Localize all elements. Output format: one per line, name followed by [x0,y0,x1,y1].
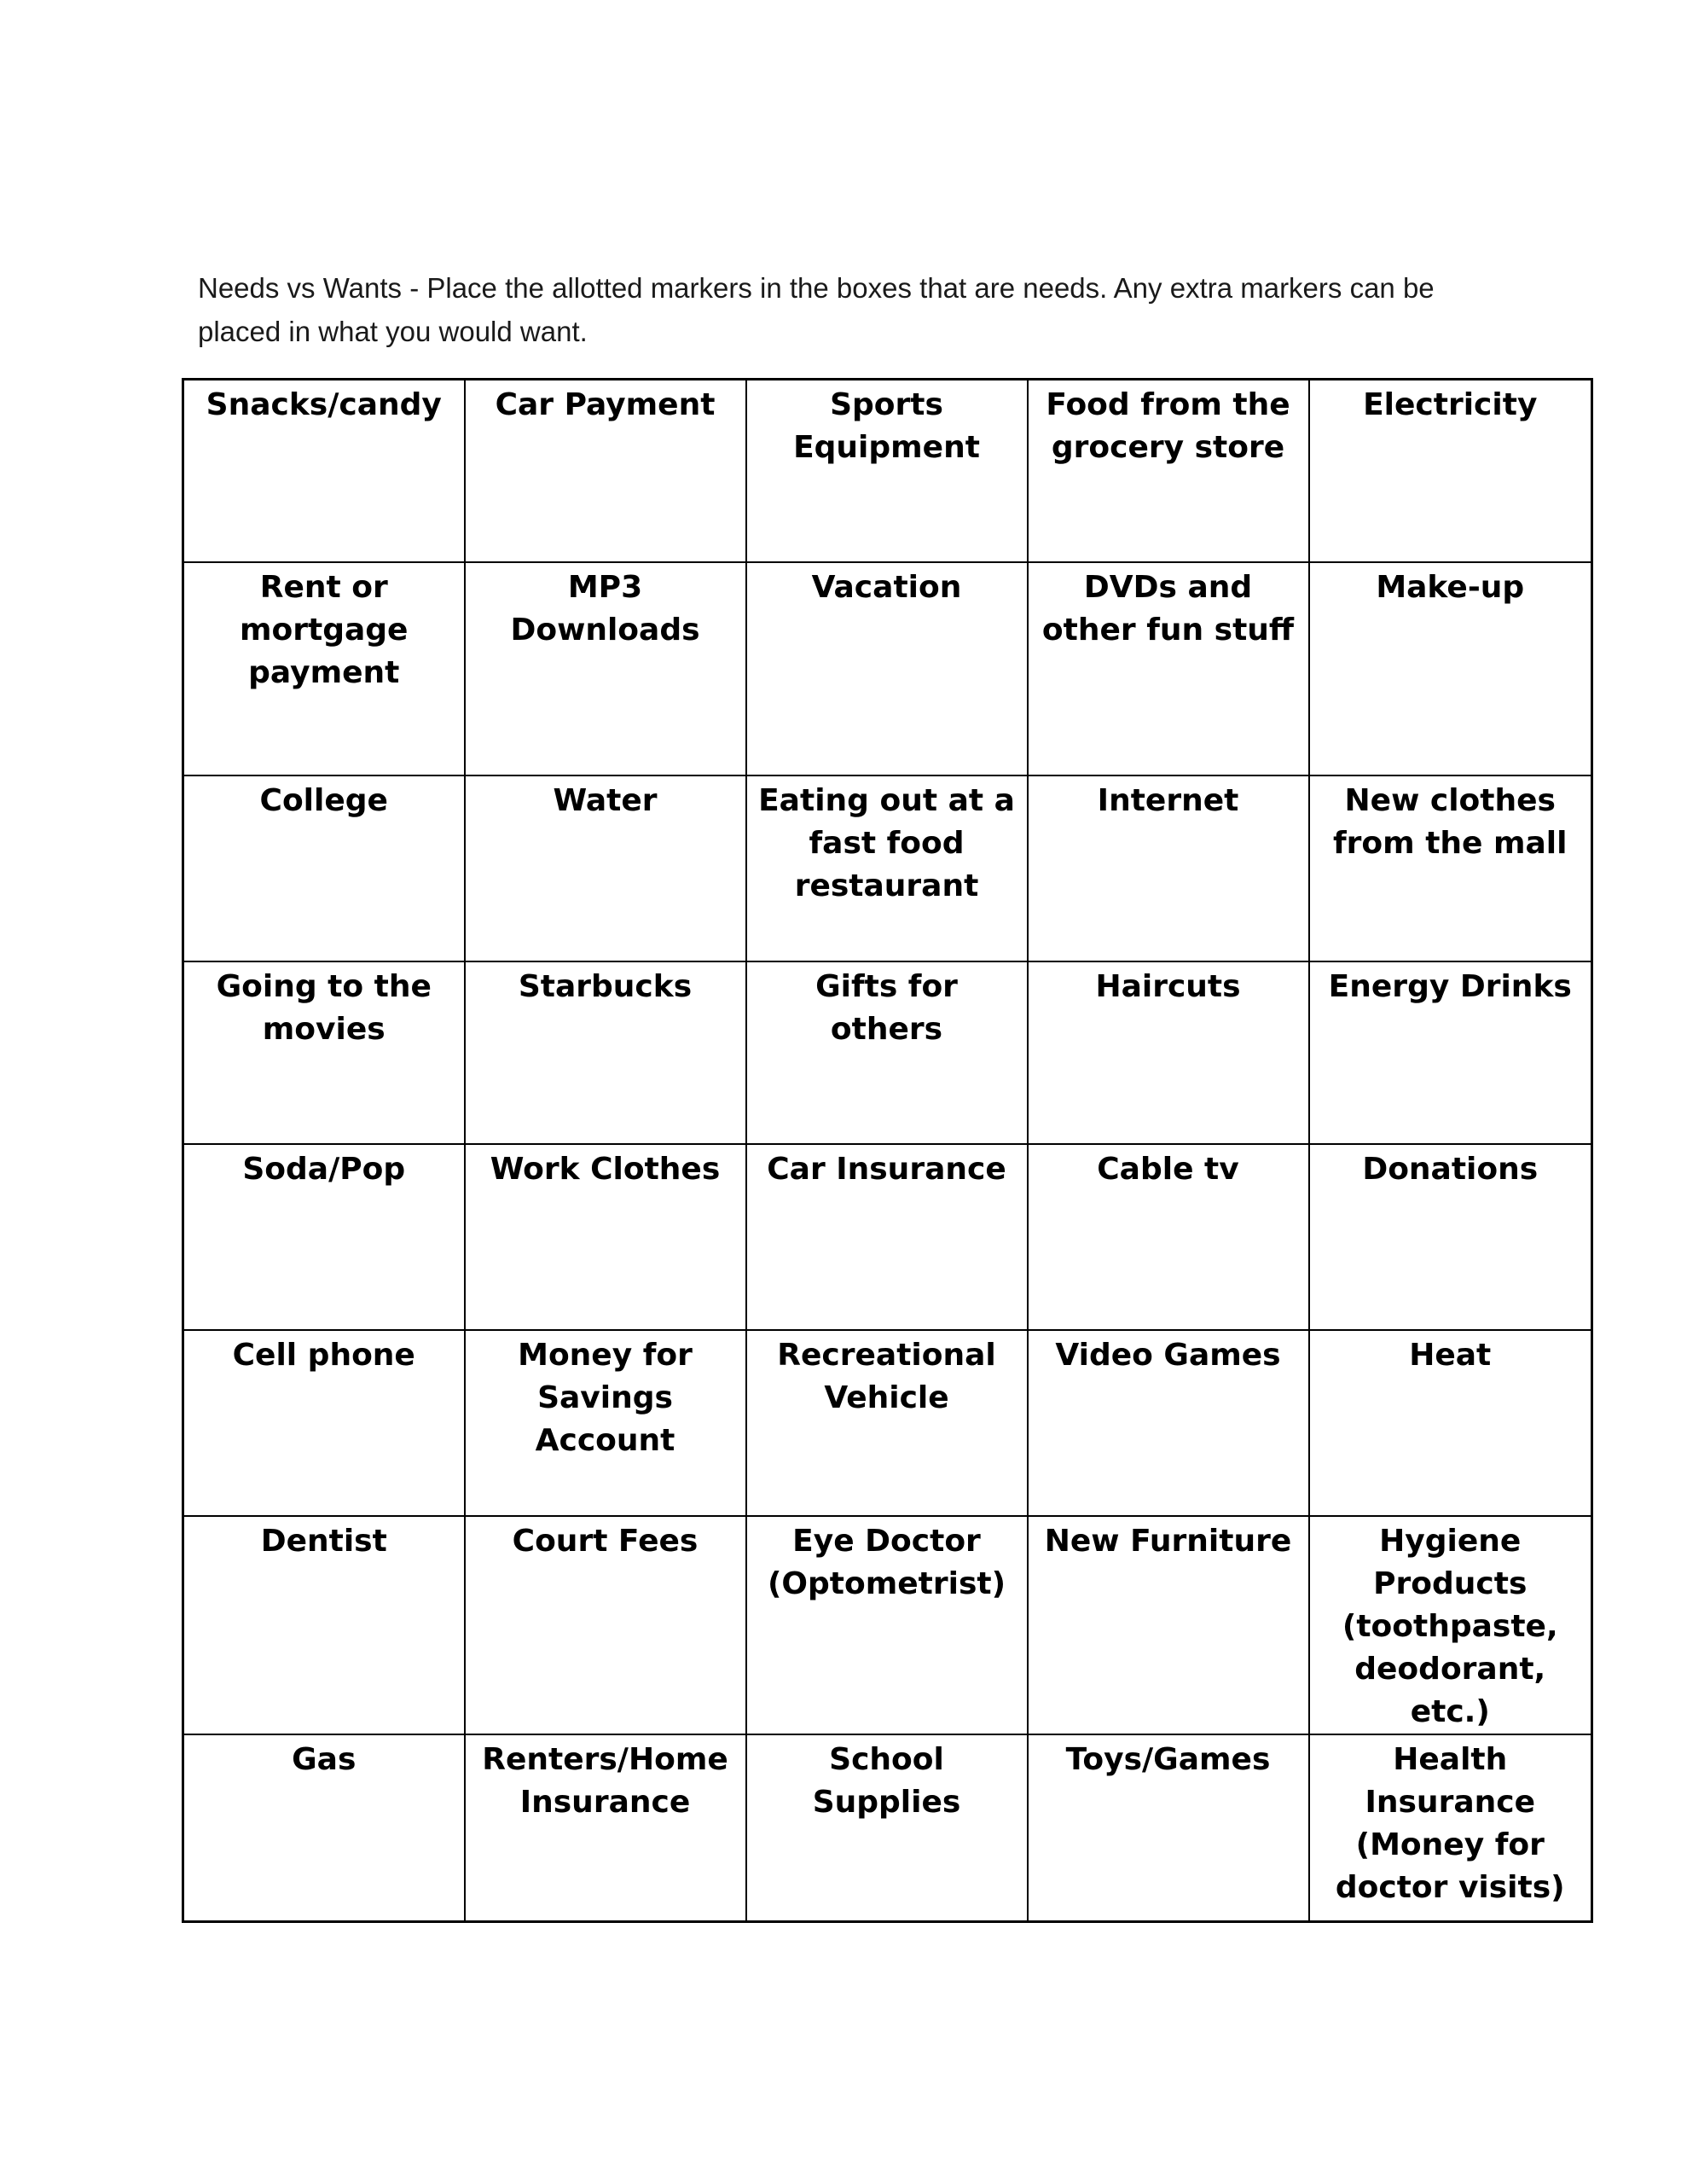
grid-cell[interactable]: Internet [1028,775,1309,961]
grid-cell[interactable]: Work Clothes [465,1144,746,1330]
grid-cell[interactable]: Cable tv [1028,1144,1309,1330]
grid-cell[interactable]: Heat [1309,1330,1592,1516]
grid-cell[interactable]: Vacation [746,562,1028,775]
grid-cell[interactable]: Dentist [183,1516,465,1734]
grid-cell[interactable]: Food from the grocery store [1028,380,1309,562]
grid-cell[interactable]: School Supplies [746,1734,1028,1922]
grid-cell[interactable]: Toys/Games [1028,1734,1309,1922]
grid-cell[interactable]: Going to the movies [183,961,465,1144]
grid-cell[interactable]: Donations [1309,1144,1592,1330]
grid-cell[interactable]: New Furniture [1028,1516,1309,1734]
grid-row [183,775,1592,961]
grid-cell[interactable]: Renters/Home Insurance [465,1734,746,1922]
grid-cell[interactable]: Make-up [1309,562,1592,775]
grid-row [183,1330,1592,1516]
grid-cell[interactable]: Energy Drinks [1309,961,1592,1144]
grid-cell[interactable]: New clothes from the mall [1309,775,1592,961]
grid-cell[interactable]: Snacks/candy [183,380,465,562]
grid-cell[interactable]: Eating out at a fast food restaurant [746,775,1028,961]
grid-cell[interactable]: Hygiene Products (toothpaste, deodorant, etc.) [1309,1516,1592,1734]
grid-cell[interactable]: Sports Equipment [746,380,1028,562]
grid-cell[interactable]: Starbucks [465,961,746,1144]
grid-row [183,1516,1592,1734]
grid-cell[interactable]: Video Games [1028,1330,1309,1516]
grid-cell[interactable]: Money for Savings Account [465,1330,746,1516]
grid-cell[interactable]: Gifts for others [746,961,1028,1144]
instructions-text: Needs vs Wants - Place the allotted markers in the boxes that are needs. Any extra markers can be placed in what you would want. [198,272,1435,347]
grid-cell[interactable]: Eye Doctor (Optometrist) [746,1516,1028,1734]
grid-row [183,562,1592,775]
grid-cell[interactable]: Rent or mortgage payment [183,562,465,775]
grid-cell[interactable]: Health Insurance (Money for doctor visits) [1309,1734,1592,1922]
grid-cell[interactable]: Court Fees [465,1516,746,1734]
grid-row [183,1734,1592,1922]
grid-cell[interactable]: MP3 Downloads [465,562,746,775]
grid-row [183,1144,1592,1330]
grid-cell[interactable]: Soda/Pop [183,1144,465,1330]
grid-cell[interactable]: Car Insurance [746,1144,1028,1330]
grid-cell[interactable]: Car Payment [465,380,746,562]
grid-cell[interactable]: Cell phone [183,1330,465,1516]
grid-cell[interactable]: Electricity [1309,380,1592,562]
grid-cell[interactable]: Recreational Vehicle [746,1330,1028,1516]
grid-cell[interactable]: Gas [183,1734,465,1922]
grid-cell[interactable]: College [183,775,465,961]
grid-row [183,961,1592,1144]
grid-row [183,380,1592,562]
needs-wants-grid [182,378,1593,1923]
grid-cell[interactable]: Haircuts [1028,961,1309,1144]
grid-cell[interactable]: Water [465,775,746,961]
grid-cell[interactable]: DVDs and other fun stuff [1028,562,1309,775]
